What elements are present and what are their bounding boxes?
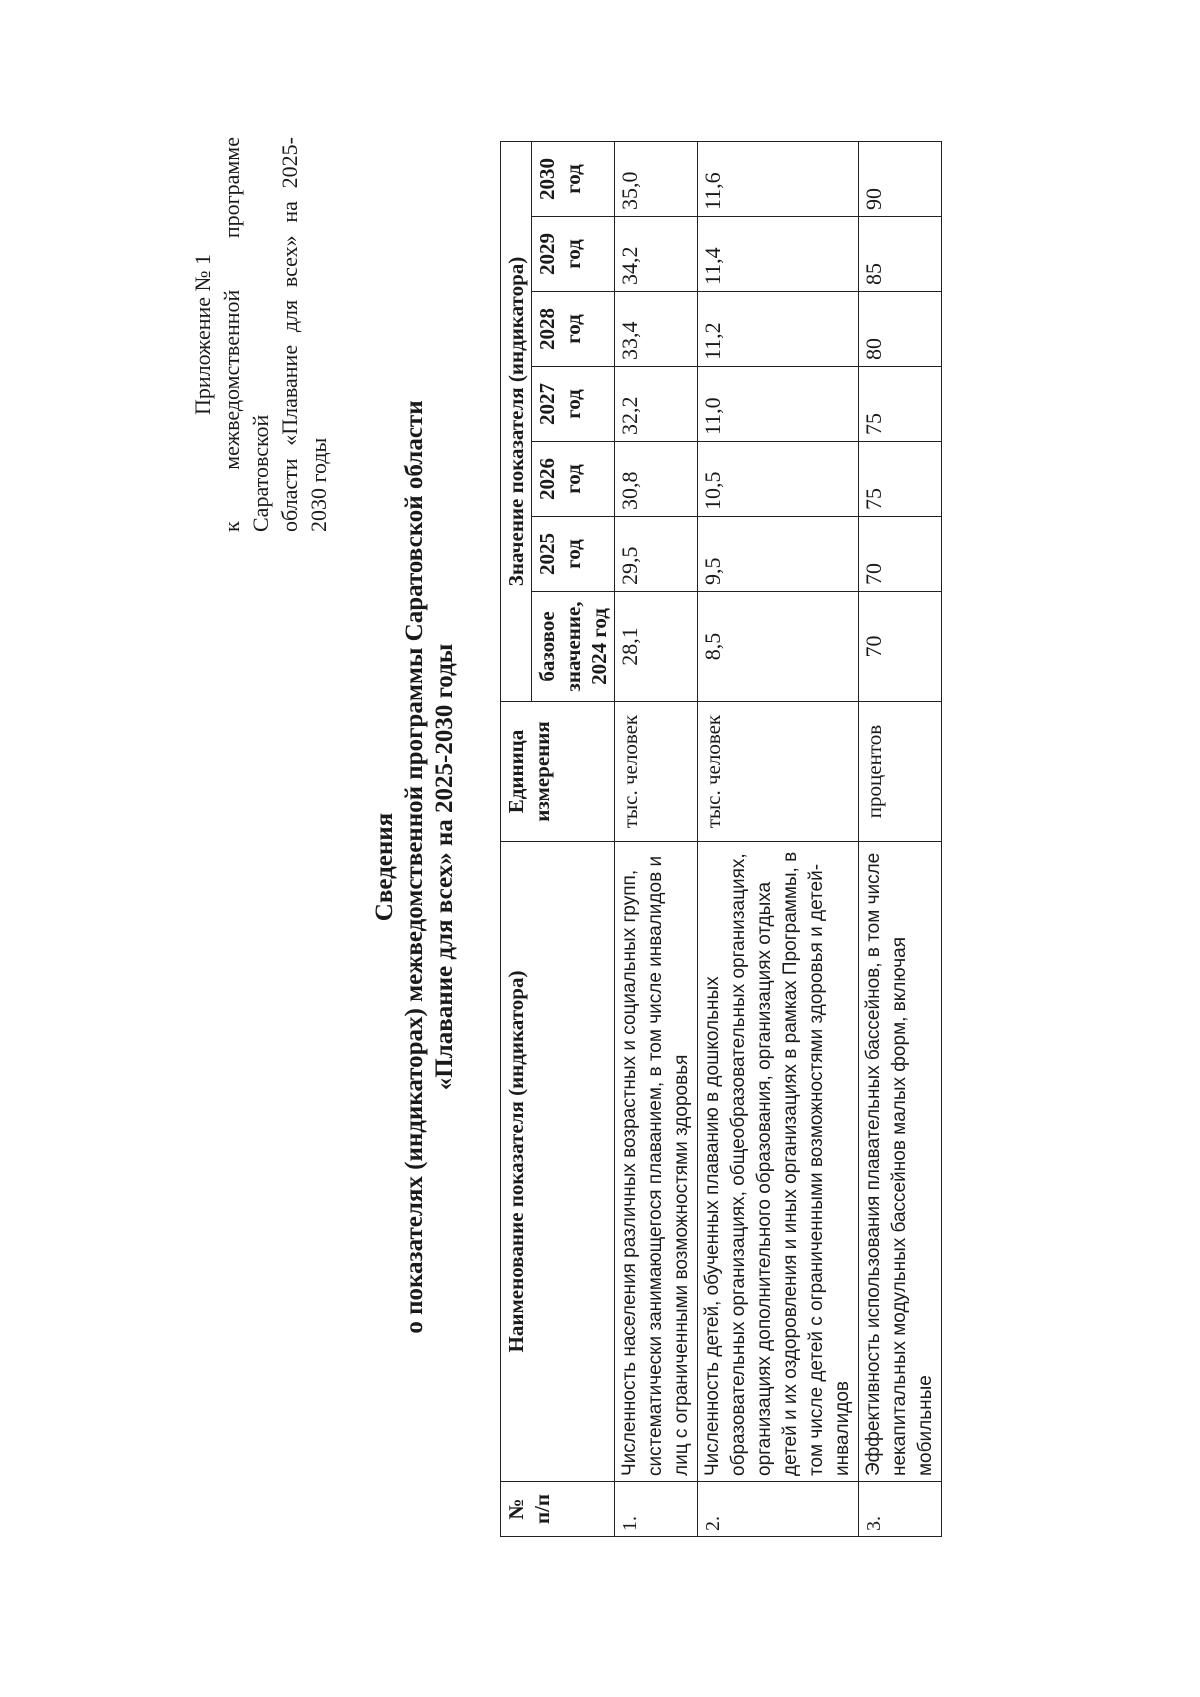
header-year: 2029 год: [532, 217, 615, 292]
header-name: Наименование показателя (индикатора): [501, 842, 615, 1482]
appendix-note: [188, 137, 333, 532]
row-value: 33,4: [615, 292, 698, 367]
row-name: Численность населения различных возрастных и социальных групп, систематически занимающегося плаванием, в том числе инвалидов и лиц с ограниченными возможностями здоровья: [615, 842, 698, 1482]
row-num: 1.: [615, 1482, 698, 1537]
row-value: 75: [859, 442, 942, 517]
row-value: 11,4: [698, 217, 859, 292]
table-header: [501, 141, 615, 1536]
table-row: [615, 141, 698, 1536]
row-base-value: 70: [859, 592, 942, 702]
row-value: 90: [859, 141, 942, 216]
row-name: Численность детей, обученных плаванию в дошкольных образовательных организациях, общеобразовательных организациях, организациях дополнительного образования, организациях отдыха детей и их оздоровления и иных организациях в рамках Программы, в том числе детей с ограниченными возможностями здоровья и детей-инвалидов: [698, 842, 859, 1482]
row-value: 11,6: [698, 141, 859, 216]
heading-line-3: «Плавание для всех» на 2025-2030 годы: [431, 643, 458, 1091]
row-value: 11,2: [698, 292, 859, 367]
appendix-line-3: области «Плавание для всех» на 2025-2030 годы: [277, 137, 331, 532]
indicators-table: [500, 141, 942, 1537]
header-year: 2028 год: [532, 292, 615, 367]
appendix-line-2: к межведомственной программе Саратовской: [219, 137, 273, 532]
row-value: 30,8: [615, 442, 698, 517]
row-value: 11,0: [698, 367, 859, 442]
document-heading: [370, 257, 460, 1477]
row-value: 34,2: [615, 217, 698, 292]
header-base: базовое значение, 2024 год: [532, 592, 615, 702]
row-value: 70: [859, 517, 942, 592]
header-year: 2030 год: [532, 141, 615, 216]
heading-line-1: Сведения: [371, 812, 398, 922]
row-value: 32,2: [615, 367, 698, 442]
appendix-title: Приложение № 1: [190, 253, 215, 416]
row-unit: процентов: [859, 702, 942, 842]
row-num: 2.: [698, 1482, 859, 1537]
table-row: [698, 141, 859, 1536]
row-value: 35,0: [615, 141, 698, 216]
heading-line-2: о показателях (индикаторах) межведомственной программы Саратовской области: [401, 400, 428, 1334]
header-year: 2026 год: [532, 442, 615, 517]
row-value: 85: [859, 217, 942, 292]
row-name: Эффективность использования плавательных бассейнов, в том числе некапитальных модульных бассейнов малых форм, включая мобильные: [859, 842, 942, 1482]
row-value: 80: [859, 292, 942, 367]
row-unit: тыс. человек: [698, 702, 859, 842]
header-year: 2025 год: [532, 517, 615, 592]
row-value: 9,5: [698, 517, 859, 592]
table-row: [859, 141, 942, 1536]
row-num: 3.: [859, 1482, 942, 1537]
row-value: 10,5: [698, 442, 859, 517]
row-value: 75: [859, 367, 942, 442]
row-base-value: 28,1: [615, 592, 698, 702]
header-unit: Единица измерения: [501, 702, 615, 842]
header-values-group: Значение показателя (индикатора): [501, 141, 532, 701]
header-year: 2027 год: [532, 367, 615, 442]
row-base-value: 8,5: [698, 592, 859, 702]
row-value: 29,5: [615, 517, 698, 592]
row-unit: тыс. человек: [615, 702, 698, 842]
header-num: № п/п: [501, 1482, 615, 1537]
